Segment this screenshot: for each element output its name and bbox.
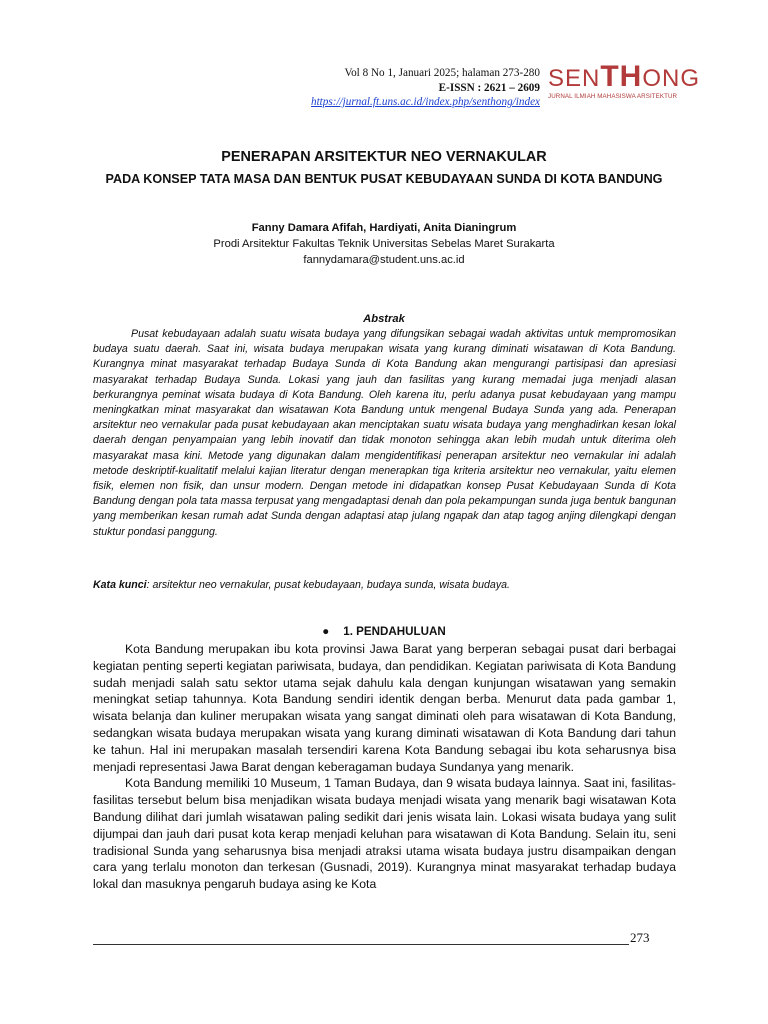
page-number: 273 <box>630 930 650 945</box>
journal-volume: Vol 8 No 1, Januari 2025; halaman 273-280 <box>344 67 540 79</box>
paper-title: PENERAPAN ARSITEKTUR NEO VERNAKULAR <box>221 149 547 165</box>
journal-header-meta <box>311 66 540 110</box>
keywords <box>93 579 676 591</box>
body-paragraph: Kota Bandung merupakan ibu kota provinsi Jawa Barat yang berperan sebagai pusat dari berbagai kegiatan penting seperti kegiatan pariwisata, budaya, dan pendidikan. Kegiatan pariwisata di Kota Bandung sudah menjadi salah satu sektor utama sejak dahulu kala dengan kunjungan wisatawan yang semakin meningkat setiap tahunnya. Kota Bandung sendiri identik dengan berba. Menurut data pada gambar 1, wisata belanja dan kuliner merupakan wisata yang sangat diminati oleh para wisatawan di Kota Bandung, sedangkan wisata budaya merupakan wisata yang kurang diminati wisatawan di Kota Bandung dari tahun ke tahun. Hal ini merupakan masalah tersendiri karena Kota Bandung sebagai ibu kota seharusnya bisa menjadi representasi Jawa Barat dengan keberagaman budaya Sundanya yang menarik. <box>93 642 676 774</box>
logo-subtitle: JURNAL ILMIAH MAHASISWA ARSITEKTUR <box>548 93 678 100</box>
paper-subtitle: PADA KONSEP TATA MASA DAN BENTUK PUSAT KEBUDAYAAN SUNDA DI KOTA BANDUNG <box>105 172 663 186</box>
logo-wordmark <box>548 60 701 93</box>
section-title: 1. PENDAHULUAN <box>343 625 446 638</box>
logo-part-th: TH <box>600 60 643 93</box>
abstract-text: Pusat kebudayaan adalah suatu wisata budaya yang difungsikan sebagai wadah aktivitas untuk mempromosikan budaya suatu daerah. Saat ini, wisata budaya merupakan wisata yang kurang diminati wisatawan di Kota Bandung. Kurangnya minat masyarakat terhadap Budaya Sunda di Kota Bandung akan mengurangi partisipasi dan apresiasi masyarakat terhadap Budaya Sunda. Lokasi yang jauh dan fasilitas yang kurang memadai juga menjadi alasan berkurangnya peminat wisata budaya di Kota Bandung. Oleh karena itu, perlu adanya pusat kebudayaan yang mampu meningkatkan minat masyarakat dan wisatawan Kota Bandung untuk mengenal Budaya Sunda yang ada. Penerapan arsitektur neo vernakular pada pusat kebudayaan akan menciptakan suatu wisata budaya yang menghadirkan kesan lokal daerah dengan penyampaian yang lebih inovatif dan tidak monoton sehingga akan lebih mudah untuk diterima oleh masyarakat masa kini. Metode yang digunakan dalam mengidentifikasi penerapan arsitektur neo vernakular ini adalah metode deskriptif-kualitatif melalui kajian literatur dengan menerapkan tiga kriteria arsitektur neo vernakular, yaitu elemen fisik, elemen non fisik, dan unsur modern. Dengan metode ini didapatkan konsep Pusat Kebudayaan Sunda di Kota Bandung dengan pola tata massa terpusat yang mengadaptasi denah dan pola pekampungan sunda juga bentuk bangunan yang memberikan kesan rumah adat Sunda dengan adaptasi atap julang ngapak dan atap tagog anjing dilengkapi dengan stuktur pondasi panggung. <box>93 328 676 538</box>
paper-affiliation: Prodi Arsitektur Fakultas Teknik Universitas Sebelas Maret Surakarta <box>213 238 555 250</box>
footer-rule <box>93 944 629 945</box>
keywords-label: Kata kunci <box>93 579 147 591</box>
paper-authors: Fanny Damara Afifah, Hardiyati, Anita Dianingrum <box>251 222 517 234</box>
journal-issn: E-ISSN : 2621 – 2609 <box>438 81 540 94</box>
senthong-logo <box>548 60 701 100</box>
abstract-heading: Abstrak <box>363 313 405 325</box>
section-body <box>93 641 676 893</box>
logo-part-ong: ONG <box>642 65 701 92</box>
keywords-text: : arsitektur neo vernakular, pusat kebudayaan, budaya sunda, wisata budaya. <box>146 579 510 591</box>
paper-email: fannydamara@student.uns.ac.id <box>303 254 465 266</box>
body-paragraph: Kota Bandung memiliki 10 Museum, 1 Taman Budaya, dan 9 wisata budaya lainnya. Saat ini, fasilitas-fasilitas tersebut belum bisa menjadikan wisata budaya menjadi wisata yang menarik bagi wisatawan Kota Bandung dilihat dari jumlah wisatawan paling sedikit dari jenis wisata lain. Lokasi wisata budaya yang sulit dijumpai dan jauh dari pusat kota kerap menjadi keluhan para wisatawan di Kota Bandung. Selain itu, seni tradisional Sunda yang seharusnya bisa menjadi atraksi utama wisata budaya justru disampaikan dengan cara yang terlalu monoton dan terkesan (Gusnadi, 2019). Kurangnya minat masyarakat terhadap budaya lokal dan masuknya pengaruh budaya asing ke Kota <box>93 776 676 892</box>
section-heading <box>0 625 768 638</box>
journal-url-link[interactable]: https://jurnal.ft.uns.ac.id/index.php/senthong/index <box>310 96 540 108</box>
bullet-icon: ● <box>322 625 330 638</box>
logo-part-sen: SEN <box>548 65 601 92</box>
